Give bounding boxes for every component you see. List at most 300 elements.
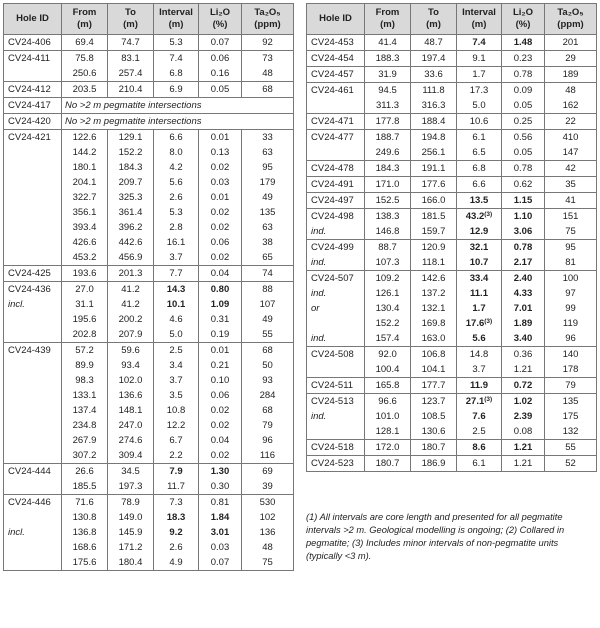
- to-cell: 123.7: [411, 394, 457, 410]
- interval-value: 3.7: [169, 374, 183, 386]
- hole-id-cell: CV24-507: [307, 271, 365, 287]
- li2o-cell: 0.02: [199, 250, 242, 266]
- to-cell: 145.9: [108, 525, 154, 540]
- ta2o5-cell: 33: [242, 130, 294, 146]
- interval-cell: [457, 98, 502, 114]
- to-cell: 136.6: [108, 388, 154, 403]
- to-cell: 396.2: [108, 220, 154, 235]
- li2o-cell: 1.02: [502, 394, 545, 410]
- interval-value: 16.1: [166, 236, 186, 248]
- table-row: [307, 409, 597, 424]
- to-cell: 166.0: [411, 193, 457, 209]
- interval-cell: [154, 343, 199, 359]
- table-row: [307, 440, 597, 456]
- header-from: From (m): [62, 4, 108, 35]
- hole-id-cell: [4, 312, 62, 327]
- interval-cell: [154, 297, 199, 312]
- table-row: [307, 224, 597, 240]
- assay-table-left: [3, 3, 294, 571]
- ta2o5-cell: 55: [545, 440, 597, 456]
- li2o-cell: 0.04: [199, 266, 242, 282]
- ta2o5-cell: 48: [242, 540, 294, 555]
- from-cell: 88.7: [365, 240, 411, 256]
- ta2o5-cell: 140: [545, 347, 597, 363]
- from-cell: 152.2: [365, 316, 411, 331]
- hole-id-cell: [4, 205, 62, 220]
- li2o-cell: 0.05: [199, 82, 242, 98]
- hole-id-cell: CV24-499: [307, 240, 365, 256]
- table-row: [307, 362, 597, 378]
- ta2o5-cell: 99: [545, 301, 597, 316]
- li2o-cell: 0.01: [199, 343, 242, 359]
- ta2o5-cell: 95: [242, 160, 294, 175]
- interval-value: 5.3: [169, 36, 183, 48]
- hole-id-cell: [4, 160, 62, 175]
- ta2o5-cell: 410: [545, 130, 597, 146]
- li2o-cell: 1.89: [502, 316, 545, 331]
- interval-cell: [457, 224, 502, 240]
- ta2o5-cell: 49: [242, 312, 294, 327]
- hole-id-cell: [4, 220, 62, 235]
- li2o-cell: 3.06: [502, 224, 545, 240]
- hole-id-cell: [4, 479, 62, 495]
- interval-cell: [154, 373, 199, 388]
- hole-id-cell: CV24-508: [307, 347, 365, 363]
- hole-id-cell: [4, 418, 62, 433]
- to-cell: 129.1: [108, 130, 154, 146]
- table-row: [307, 255, 597, 271]
- li2o-cell: 0.01: [199, 190, 242, 205]
- interval-note-ref: (3): [484, 210, 493, 218]
- interval-cell: [457, 209, 502, 225]
- hole-id-cell: [4, 327, 62, 343]
- table-row: [307, 114, 597, 130]
- to-cell: 309.4: [108, 448, 154, 464]
- to-cell: 207.9: [108, 327, 154, 343]
- to-cell: 74.7: [108, 35, 154, 51]
- interval-value: 10.7: [469, 256, 489, 268]
- table-row: [4, 235, 294, 250]
- li2o-cell: 0.30: [199, 479, 242, 495]
- interval-cell: [154, 479, 199, 495]
- hole-id-cell: CV24-498: [307, 209, 365, 225]
- to-cell: 316.3: [411, 98, 457, 114]
- from-cell: 109.2: [365, 271, 411, 287]
- li2o-cell: 0.02: [199, 403, 242, 418]
- li2o-cell: 1.21: [502, 456, 545, 472]
- table-row: [4, 130, 294, 146]
- hole-id-cell: [4, 235, 62, 250]
- ta2o5-cell: 92: [242, 35, 294, 51]
- interval-value: 12.9: [469, 225, 489, 237]
- from-cell: 98.3: [62, 373, 108, 388]
- hole-id-cell: ind.: [307, 409, 365, 424]
- from-cell: 126.1: [365, 286, 411, 301]
- from-cell: 180.7: [365, 456, 411, 472]
- ta2o5-cell: 96: [242, 433, 294, 448]
- to-cell: 201.3: [108, 266, 154, 282]
- to-cell: 247.0: [108, 418, 154, 433]
- li2o-cell: 0.04: [199, 433, 242, 448]
- hole-id-cell: CV24-444: [4, 464, 62, 480]
- interval-cell: [457, 67, 502, 83]
- ta2o5-cell: 75: [242, 555, 294, 571]
- from-cell: 41.4: [365, 35, 411, 51]
- from-cell: 137.4: [62, 403, 108, 418]
- from-cell: 31.9: [365, 67, 411, 83]
- interval-value: 1.7: [472, 302, 486, 314]
- interval-cell: [154, 403, 199, 418]
- ta2o5-cell: 68: [242, 82, 294, 98]
- to-cell: 59.6: [108, 343, 154, 359]
- to-cell: 180.7: [411, 440, 457, 456]
- from-cell: 193.6: [62, 266, 108, 282]
- to-cell: 180.4: [108, 555, 154, 571]
- interval-cell: [154, 555, 199, 571]
- table-row: [307, 209, 597, 225]
- interval-value: 6.6: [169, 131, 183, 143]
- li2o-cell: 2.17: [502, 255, 545, 271]
- note-cell: No >2 m pegmatite intersections: [62, 98, 294, 114]
- to-cell: 130.6: [411, 424, 457, 440]
- hole-id-cell: CV24-471: [307, 114, 365, 130]
- table-row: [4, 327, 294, 343]
- interval-cell: [457, 255, 502, 271]
- from-cell: 122.6: [62, 130, 108, 146]
- li2o-cell: 0.02: [199, 205, 242, 220]
- from-cell: 267.9: [62, 433, 108, 448]
- ta2o5-cell: 119: [545, 316, 597, 331]
- from-cell: 202.8: [62, 327, 108, 343]
- interval-value: 14.8: [469, 348, 489, 360]
- interval-value: 3.7: [169, 251, 183, 263]
- from-cell: 250.6: [62, 66, 108, 82]
- li2o-cell: 0.78: [502, 240, 545, 256]
- ta2o5-cell: 22: [545, 114, 597, 130]
- ta2o5-cell: 48: [242, 66, 294, 82]
- interval-cell: [154, 418, 199, 433]
- interval-cell: [457, 145, 502, 161]
- interval-value: 6.5: [472, 146, 486, 158]
- interval-value: 18.3: [166, 511, 186, 523]
- interval-note-ref: (3): [484, 395, 493, 403]
- interval-cell: [154, 130, 199, 146]
- header-to: To (m): [411, 4, 457, 35]
- hole-id-cell: [4, 250, 62, 266]
- to-cell: 210.4: [108, 82, 154, 98]
- table-row: [307, 271, 597, 287]
- to-cell: 48.7: [411, 35, 457, 51]
- table-row: [4, 160, 294, 175]
- header-interval: Interval (m): [457, 4, 502, 35]
- interval-cell: [154, 145, 199, 160]
- interval-cell: [457, 394, 502, 410]
- ta2o5-cell: 42: [545, 161, 597, 177]
- from-cell: 234.8: [62, 418, 108, 433]
- from-cell: 203.5: [62, 82, 108, 98]
- interval-cell: [457, 456, 502, 472]
- hole-id-cell: or: [307, 301, 365, 316]
- table-row: [4, 297, 294, 312]
- from-cell: 171.0: [365, 177, 411, 193]
- table-row: [307, 51, 597, 67]
- to-cell: 177.7: [411, 378, 457, 394]
- hole-id-cell: [4, 540, 62, 555]
- interval-value: 43.2: [465, 210, 485, 222]
- li2o-cell: 2.39: [502, 409, 545, 424]
- table-row: [307, 347, 597, 363]
- ta2o5-cell: 48: [545, 83, 597, 99]
- li2o-cell: 0.02: [199, 160, 242, 175]
- interval-cell: [457, 440, 502, 456]
- from-cell: 184.3: [365, 161, 411, 177]
- interval-value: 12.2: [166, 419, 186, 431]
- to-cell: 34.5: [108, 464, 154, 480]
- from-cell: 453.2: [62, 250, 108, 266]
- ta2o5-cell: 100: [545, 271, 597, 287]
- hole-id-cell: CV24-436: [4, 282, 62, 298]
- hole-id-cell: CV24-513: [307, 394, 365, 410]
- from-cell: 31.1: [62, 297, 108, 312]
- interval-value: 7.6: [472, 410, 486, 422]
- li2o-cell: 0.07: [199, 35, 242, 51]
- interval-cell: [154, 525, 199, 540]
- li2o-cell: 0.09: [502, 83, 545, 99]
- li2o-cell: 0.03: [199, 540, 242, 555]
- li2o-cell: 0.36: [502, 347, 545, 363]
- from-cell: 195.6: [62, 312, 108, 327]
- table-row: [4, 190, 294, 205]
- to-cell: 257.4: [108, 66, 154, 82]
- hole-id-cell: ind.: [307, 286, 365, 301]
- table-row: [4, 403, 294, 418]
- interval-cell: [457, 271, 502, 287]
- li2o-cell: 1.21: [502, 362, 545, 378]
- table-row: [4, 205, 294, 220]
- table-row: [4, 540, 294, 555]
- to-cell: 256.1: [411, 145, 457, 161]
- li2o-cell: 0.01: [199, 130, 242, 146]
- header-hole-id: Hole ID: [4, 4, 62, 35]
- ta2o5-cell: 93: [242, 373, 294, 388]
- interval-value: 3.4: [169, 359, 183, 371]
- ta2o5-cell: 189: [545, 67, 597, 83]
- interval-value: 32.1: [469, 241, 489, 253]
- hole-id-cell: CV24-446: [4, 495, 62, 511]
- li2o-cell: 0.23: [502, 51, 545, 67]
- hole-id-cell: CV24-406: [4, 35, 62, 51]
- from-cell: 185.5: [62, 479, 108, 495]
- li2o-cell: 0.06: [199, 51, 242, 67]
- table-row: [4, 555, 294, 571]
- hole-id-cell: [4, 555, 62, 571]
- interval-cell: [154, 495, 199, 511]
- from-cell: 188.3: [365, 51, 411, 67]
- hole-id-cell: [4, 358, 62, 373]
- note-cell: No >2 m pegmatite intersections: [62, 114, 294, 130]
- ta2o5-cell: 81: [545, 255, 597, 271]
- hole-id-cell: [307, 145, 365, 161]
- interval-value: 11.1: [470, 287, 488, 299]
- hole-id-cell: CV24-497: [307, 193, 365, 209]
- interval-cell: [154, 282, 199, 298]
- interval-cell: [457, 240, 502, 256]
- table-row: [307, 193, 597, 209]
- interval-cell: [457, 316, 502, 331]
- from-cell: 168.6: [62, 540, 108, 555]
- from-cell: 101.0: [365, 409, 411, 424]
- interval-value: 17.6: [465, 317, 485, 329]
- hole-id-cell: CV24-425: [4, 266, 62, 282]
- from-cell: 89.9: [62, 358, 108, 373]
- interval-cell: [457, 114, 502, 130]
- to-cell: 152.2: [108, 145, 154, 160]
- interval-cell: [154, 327, 199, 343]
- interval-value: 6.6: [472, 178, 486, 190]
- li2o-cell: 0.08: [502, 424, 545, 440]
- interval-value: 11.9: [470, 379, 488, 391]
- to-cell: 184.3: [108, 160, 154, 175]
- interval-cell: [154, 312, 199, 327]
- interval-cell: [154, 464, 199, 480]
- header-ta2o5: Ta₂O₅ (ppm): [242, 4, 294, 35]
- interval-cell: [154, 433, 199, 448]
- hole-id-cell: [307, 316, 365, 331]
- table-row: [307, 35, 597, 51]
- table-row: [307, 145, 597, 161]
- interval-cell: [154, 66, 199, 82]
- hole-id-cell: CV24-439: [4, 343, 62, 359]
- ta2o5-cell: 102: [242, 510, 294, 525]
- hole-id-cell: CV24-453: [307, 35, 365, 51]
- table-row: [307, 424, 597, 440]
- ta2o5-cell: 147: [545, 145, 597, 161]
- hole-id-cell: [4, 190, 62, 205]
- header-to: To (m): [108, 4, 154, 35]
- table-row: [4, 418, 294, 433]
- table-row: [4, 220, 294, 235]
- interval-cell: [457, 83, 502, 99]
- from-cell: 96.6: [365, 394, 411, 410]
- li2o-cell: 1.30: [199, 464, 242, 480]
- table-row: [4, 433, 294, 448]
- from-cell: 136.8: [62, 525, 108, 540]
- interval-value: 9.2: [169, 526, 183, 538]
- assay-table-right: [306, 3, 597, 472]
- table-row: [307, 83, 597, 99]
- li2o-cell: 0.31: [199, 312, 242, 327]
- interval-value: 5.6: [472, 332, 486, 344]
- from-cell: 177.8: [365, 114, 411, 130]
- header-interval: Interval (m): [154, 4, 199, 35]
- interval-value: 7.7: [169, 267, 183, 279]
- li2o-cell: 0.80: [199, 282, 242, 298]
- hole-id-cell: CV24-421: [4, 130, 62, 146]
- table-row: [4, 343, 294, 359]
- ta2o5-cell: 38: [242, 235, 294, 250]
- hole-id-cell: CV24-411: [4, 51, 62, 67]
- ta2o5-cell: 55: [242, 327, 294, 343]
- table-row: [4, 145, 294, 160]
- to-cell: 197.4: [411, 51, 457, 67]
- interval-value: 6.1: [472, 457, 486, 469]
- li2o-cell: 0.81: [199, 495, 242, 511]
- table-row: [4, 266, 294, 282]
- li2o-cell: 3.40: [502, 331, 545, 347]
- to-cell: 148.1: [108, 403, 154, 418]
- ta2o5-cell: 88: [242, 282, 294, 298]
- interval-value: 10.1: [166, 298, 186, 310]
- li2o-cell: 0.78: [502, 67, 545, 83]
- interval-cell: [154, 220, 199, 235]
- hole-id-cell: CV24-511: [307, 378, 365, 394]
- li2o-cell: 0.72: [502, 378, 545, 394]
- ta2o5-cell: 73: [242, 51, 294, 67]
- from-cell: 27.0: [62, 282, 108, 298]
- table-row: [4, 98, 294, 114]
- to-cell: 171.2: [108, 540, 154, 555]
- to-cell: 159.7: [411, 224, 457, 240]
- header-from: From (m): [365, 4, 411, 35]
- ta2o5-cell: 79: [545, 378, 597, 394]
- table-row: [4, 373, 294, 388]
- to-cell: 41.2: [108, 297, 154, 312]
- from-cell: 71.6: [62, 495, 108, 511]
- to-cell: 186.9: [411, 456, 457, 472]
- interval-cell: [457, 193, 502, 209]
- table-row: [307, 456, 597, 472]
- ta2o5-cell: 116: [242, 448, 294, 464]
- from-cell: 138.3: [365, 209, 411, 225]
- from-cell: 172.0: [365, 440, 411, 456]
- ta2o5-cell: 179: [242, 175, 294, 190]
- table-row: [4, 312, 294, 327]
- ta2o5-cell: 136: [242, 525, 294, 540]
- interval-cell: [457, 161, 502, 177]
- hole-id-cell: CV24-417: [4, 98, 62, 114]
- ta2o5-cell: 74: [242, 266, 294, 282]
- li2o-cell: 0.62: [502, 177, 545, 193]
- interval-value: 27.1: [465, 395, 485, 407]
- from-cell: 128.1: [365, 424, 411, 440]
- interval-note-ref: (3): [484, 317, 493, 325]
- interval-cell: [457, 177, 502, 193]
- hole-id-cell: [4, 373, 62, 388]
- interval-cell: [154, 266, 199, 282]
- interval-value: 7.3: [169, 496, 183, 508]
- ta2o5-cell: 41: [545, 193, 597, 209]
- to-cell: 188.4: [411, 114, 457, 130]
- to-cell: 33.6: [411, 67, 457, 83]
- hole-id-cell: CV24-412: [4, 82, 62, 98]
- table-row: [4, 510, 294, 525]
- table-row: [4, 175, 294, 190]
- to-cell: 191.1: [411, 161, 457, 177]
- to-cell: 102.0: [108, 373, 154, 388]
- ta2o5-cell: 68: [242, 403, 294, 418]
- interval-value: 7.9: [169, 465, 183, 477]
- ta2o5-cell: 201: [545, 35, 597, 51]
- interval-value: 8.0: [169, 146, 183, 158]
- interval-cell: [457, 301, 502, 316]
- interval-cell: [154, 448, 199, 464]
- to-cell: 41.2: [108, 282, 154, 298]
- from-cell: 75.8: [62, 51, 108, 67]
- interval-value: 8.6: [472, 441, 486, 453]
- hole-id-cell: CV24-518: [307, 440, 365, 456]
- to-cell: 361.4: [108, 205, 154, 220]
- hole-id-cell: [4, 175, 62, 190]
